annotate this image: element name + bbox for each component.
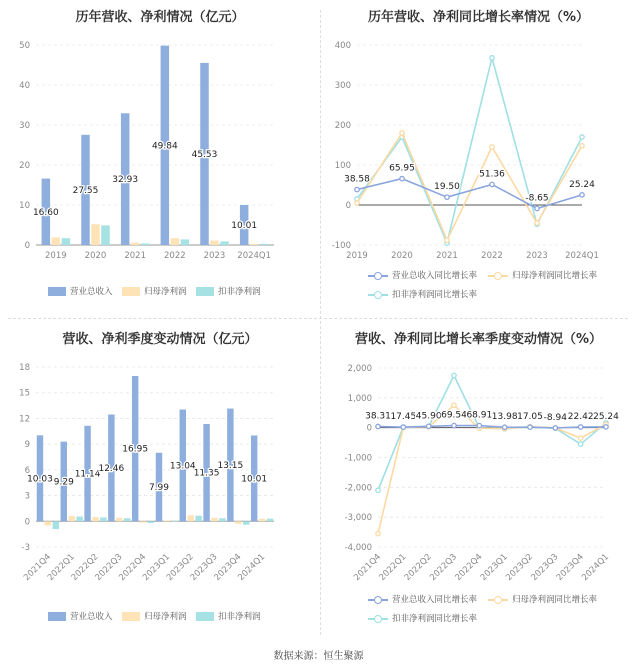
x-tick-label: 2022Q3 (93, 552, 125, 583)
y-tick-label: 50 (19, 41, 30, 51)
y-tick-label: 18 (19, 363, 30, 373)
data-label: 13.98 (491, 412, 518, 423)
data-point (445, 238, 449, 242)
data-label: 45.90 (415, 411, 442, 422)
bar (220, 241, 229, 245)
data-point (477, 423, 481, 427)
legend-label: 营业总收入同比增长率 (392, 595, 478, 605)
y-tick-label: 6 (24, 465, 30, 476)
annual-revenue-profit-chart (0, 0, 320, 318)
chart-title: 历年营收、净利情况（亿元） (75, 10, 245, 25)
legend-label: 归母净利润同比增长率 (512, 595, 598, 605)
x-tick-label: 2024Q1 (580, 552, 612, 583)
x-tick-label: 2024Q1 (565, 251, 599, 261)
data-point (502, 425, 506, 429)
y-tick-label: -1,000 (344, 453, 372, 464)
x-tick-label: 2021 (436, 251, 458, 261)
x-tick-label: 2020 (391, 251, 413, 261)
data-point (400, 131, 404, 135)
y-tick-label: 40 (19, 81, 30, 91)
y-tick-label: 20 (19, 161, 30, 171)
bar (267, 519, 273, 522)
series-line (378, 375, 606, 490)
x-tick-label: 2019 (346, 251, 368, 261)
bar (52, 237, 61, 245)
x-tick-label: 2023Q4 (554, 552, 586, 583)
bar (211, 518, 217, 521)
legend-item[interactable] (48, 285, 113, 297)
legend-item[interactable] (368, 288, 477, 300)
x-tick-label: 2022Q4 (117, 552, 149, 583)
legend-line-marker-icon (368, 290, 388, 300)
data-point (376, 531, 380, 535)
y-tick-label: 2,000 (347, 364, 372, 374)
legend-label: 扣非净利润同比增长率 (392, 290, 478, 300)
y-tick-label: -3,000 (344, 513, 372, 524)
legend-item[interactable] (196, 610, 261, 622)
x-tick-label: 2022Q4 (453, 552, 485, 583)
bar (235, 521, 241, 524)
data-point (376, 488, 380, 492)
data-source-footer: 数据来源：恒生聚源 (273, 651, 364, 662)
legend-swatch (48, 287, 66, 296)
data-label: 17.45 (390, 412, 417, 423)
data-point (580, 193, 584, 197)
data-label: 10.03 (27, 474, 53, 485)
bar (45, 521, 51, 525)
bar (187, 515, 193, 521)
data-point (376, 424, 380, 428)
data-point (355, 201, 359, 205)
legend-line-marker-icon (368, 271, 388, 281)
bar (195, 516, 201, 522)
legend-item[interactable] (48, 610, 113, 622)
data-label: 69.54 (441, 410, 467, 421)
data-point (490, 182, 494, 186)
data-point (490, 145, 494, 149)
bar (131, 243, 140, 245)
data-point (452, 403, 456, 407)
bar (101, 225, 110, 245)
x-tick-label: 2022 (164, 251, 186, 261)
bar (259, 519, 265, 522)
legend-label: 扣非净利润 (218, 612, 261, 622)
data-label: 16.95 (122, 444, 149, 455)
y-tick-label: 30 (19, 121, 30, 131)
y-tick-label: -4,000 (344, 543, 372, 553)
bar (124, 518, 130, 521)
quarterly-revenue-profit-chart (0, 318, 320, 643)
data-label: 32.93 (112, 175, 139, 186)
bar (141, 243, 150, 245)
data-point (578, 425, 582, 429)
legend-label: 营业总收入同比增长率 (392, 271, 478, 281)
x-tick-label: 2022 (481, 251, 503, 261)
data-label: 10.01 (241, 474, 268, 485)
data-point (553, 426, 557, 430)
data-label: 11.14 (74, 469, 101, 480)
data-label: 13.04 (169, 461, 196, 472)
bar (148, 521, 154, 523)
legend-label: 营业总收入 (70, 612, 113, 622)
bar (171, 238, 180, 245)
x-tick-label: 2023Q3 (529, 552, 561, 583)
data-point (401, 425, 405, 429)
bar (53, 521, 59, 529)
x-tick-label: 2022Q2 (69, 552, 101, 583)
x-tick-label: 2023Q4 (212, 552, 244, 583)
legend-label: 营业总收入 (70, 287, 113, 297)
y-tick-label: 15 (19, 388, 30, 399)
data-point (355, 187, 359, 191)
series-line (378, 405, 606, 533)
legend-label: 归母净利润 (144, 287, 187, 297)
data-label: 17.05 (517, 412, 543, 423)
bar (62, 238, 70, 245)
y-tick-label: 12 (19, 414, 30, 425)
legend-label: 扣非净利润 (218, 287, 261, 297)
data-label: 45.53 (191, 149, 218, 160)
y-tick-label: 10 (19, 201, 30, 211)
legend-line-marker-icon (488, 271, 508, 281)
legend-swatch (48, 612, 66, 621)
bar (91, 224, 100, 245)
x-tick-label: 2022Q1 (45, 552, 77, 583)
data-label: 22.42 (567, 411, 594, 422)
legend-item[interactable] (368, 269, 477, 281)
y-tick-label: 1,000 (347, 393, 372, 404)
x-tick-label: 2022Q2 (402, 552, 434, 583)
bar (210, 241, 219, 245)
y-tick-label: 3 (24, 491, 30, 502)
x-tick-label: 2024Q1 (237, 251, 272, 261)
data-label: 68.91 (466, 410, 493, 421)
data-label: 38.31 (365, 411, 391, 422)
data-point (452, 373, 456, 377)
data-label: 13.15 (217, 460, 244, 471)
data-label: 27.55 (72, 185, 99, 196)
legend-swatch (196, 612, 214, 621)
y-tick-label: 0 (366, 423, 372, 434)
legend-item[interactable] (368, 612, 477, 624)
x-tick-label: 2023Q3 (188, 552, 220, 583)
x-tick-label: 2023 (203, 251, 226, 261)
data-point (490, 56, 494, 60)
legend-item[interactable] (122, 285, 187, 297)
data-point (535, 221, 539, 225)
y-tick-label: -3 (21, 543, 30, 553)
x-tick-label: 2021Q4 (352, 552, 384, 583)
bar (164, 520, 170, 521)
legend-swatch (196, 287, 214, 296)
legend-swatch (122, 612, 140, 621)
y-tick-label: 400 (334, 41, 351, 51)
bar (92, 517, 98, 521)
x-tick-label: 2022Q3 (428, 552, 460, 583)
data-point (580, 144, 584, 148)
data-point (452, 423, 456, 427)
data-label: 7.99 (148, 483, 169, 494)
data-point (578, 436, 582, 440)
chart-canvas (0, 318, 320, 643)
x-tick-label: 2023Q1 (478, 552, 510, 583)
data-label: 38.58 (344, 174, 370, 185)
bar (116, 518, 122, 521)
x-tick-label: 2021Q4 (22, 552, 54, 583)
y-tick-label: 9 (24, 440, 30, 451)
chart-title: 营收、净利同比增长率季度变动情况（%） (354, 332, 603, 347)
chart-title: 历年营收、净利同比增长率情况（%） (367, 10, 590, 25)
data-point (578, 442, 582, 446)
data-label: 16.60 (32, 207, 59, 218)
data-label: 19.50 (434, 182, 460, 193)
y-tick-label: -100 (331, 241, 351, 251)
data-label: 65.95 (389, 163, 415, 174)
bar (243, 521, 249, 524)
data-point (445, 195, 449, 199)
data-label: -8.65 (525, 193, 549, 204)
x-tick-label: 2023Q2 (504, 552, 536, 583)
x-tick-label: 2023Q1 (141, 552, 173, 583)
bar (100, 517, 106, 521)
legend-line-marker-icon (488, 595, 508, 605)
data-point (400, 176, 404, 180)
data-label: 49.84 (151, 141, 178, 152)
data-point (426, 424, 430, 428)
bar (260, 244, 269, 245)
bar (140, 521, 146, 522)
data-label: 25.24 (593, 411, 619, 422)
data-point (528, 425, 532, 429)
legend-line-marker-icon (368, 614, 388, 624)
data-label: -8.94 (543, 412, 567, 423)
legend-item[interactable] (488, 593, 597, 605)
y-tick-label: 0 (24, 241, 30, 251)
bar (250, 244, 259, 245)
legend-label: 归母净利润同比增长率 (512, 271, 598, 281)
data-label: 10.01 (231, 220, 258, 231)
data-point (535, 206, 539, 210)
y-tick-label: 300 (334, 81, 351, 91)
data-label: 9.29 (53, 477, 74, 488)
y-tick-label: 0 (24, 517, 30, 528)
legend-swatch (122, 287, 140, 296)
x-tick-label: 2019 (45, 251, 67, 261)
bar (76, 517, 82, 522)
bar (172, 521, 178, 522)
data-label: 51.36 (479, 169, 505, 180)
legend-label: 归母净利润 (144, 612, 187, 622)
y-tick-label: 0 (345, 201, 351, 211)
annual-growth-rate-chart (320, 0, 637, 318)
data-point (580, 135, 584, 139)
legend-line-marker-icon (368, 595, 388, 605)
x-tick-label: 2024Q1 (236, 552, 268, 583)
quarterly-growth-rate-chart (320, 318, 637, 643)
legend-item[interactable] (488, 269, 597, 281)
data-label: 11.35 (193, 468, 220, 479)
x-tick-label: 2023 (526, 251, 548, 261)
x-tick-label: 2020 (84, 251, 107, 261)
data-point (604, 425, 608, 429)
bar (181, 239, 190, 245)
legend-item[interactable] (122, 610, 187, 622)
bar (219, 518, 225, 521)
y-tick-label: -2,000 (344, 483, 372, 494)
y-tick-label: 100 (334, 161, 351, 171)
legend-label: 扣非净利润同比增长率 (392, 614, 478, 624)
legend-item[interactable] (196, 285, 261, 297)
bar (68, 516, 74, 521)
data-label: 12.46 (98, 463, 125, 474)
y-tick-label: 200 (334, 121, 351, 131)
legend-item[interactable] (368, 593, 477, 605)
x-tick-label: 2022Q1 (377, 552, 409, 583)
x-tick-label: 2021 (124, 251, 146, 261)
data-label: 25.24 (569, 179, 595, 190)
x-tick-label: 2023Q2 (164, 552, 196, 583)
chart-title: 营收、净利季度变动情况（亿元） (62, 332, 258, 347)
chart-canvas (0, 0, 320, 318)
